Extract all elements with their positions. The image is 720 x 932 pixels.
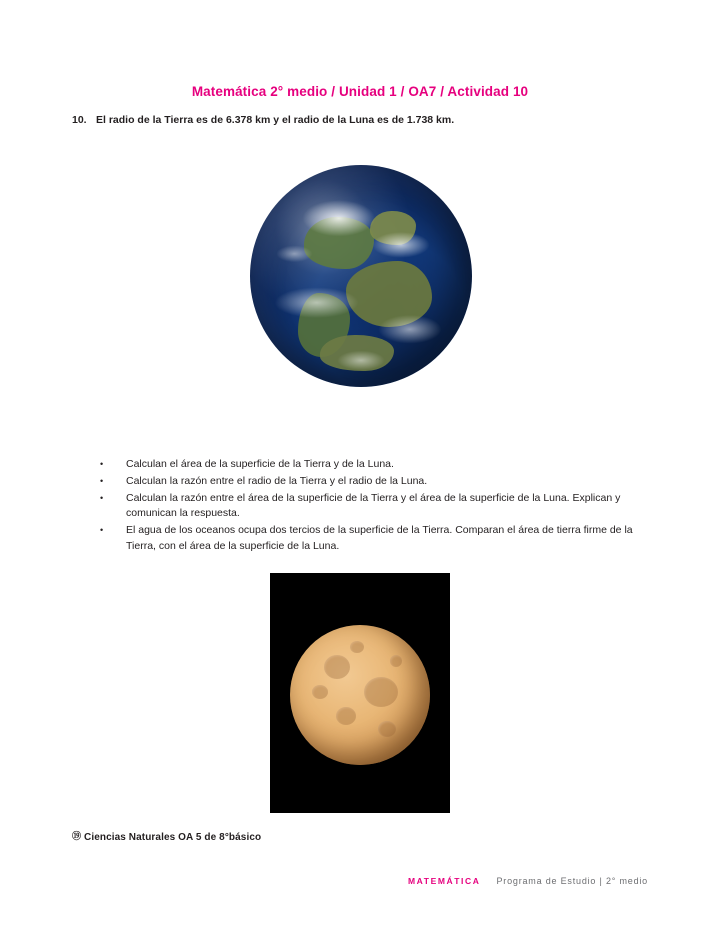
page-title: Matemática 2° medio / Unidad 1 / OA7 / Actividad 10 [191, 84, 529, 99]
earth-landmass [304, 217, 374, 269]
list-item [92, 491, 648, 523]
moon-crater [336, 707, 356, 725]
list-item [92, 457, 648, 473]
moon-crater [378, 721, 396, 737]
moon-photo [270, 573, 450, 813]
list-item-label: Calculan la razón entre el área de la superficie de la Tierra y el área de la superficie de la Luna. Explican y comunican la respuesta. [126, 491, 621, 520]
earth-landmass [370, 211, 416, 245]
exercise-statement [72, 113, 648, 127]
earth-landmass [346, 261, 432, 327]
bullet-icon: • [100, 525, 104, 536]
earth-photo [236, 143, 484, 435]
footer-brand: MATEMÁTICA [407, 876, 481, 886]
bullet-icon: • [100, 459, 104, 470]
moon-image-container [72, 573, 648, 813]
moon-crater [390, 655, 402, 667]
list-item [92, 474, 648, 490]
earth-image-container [72, 143, 648, 435]
bullet-icon: • [100, 492, 104, 503]
footnote-text: Ciencias Naturales OA 5 de 8°básico [84, 831, 262, 843]
list-item [92, 523, 648, 555]
footnote-marker: ⑲ [72, 830, 82, 841]
moon-crater [364, 677, 398, 707]
footer-text: Programa de Estudio | 2° medio [496, 876, 648, 886]
moon-crater [312, 685, 328, 699]
earth-landmass [320, 335, 394, 371]
task-list [72, 457, 648, 555]
list-item-label: El agua de los oceanos ocupa dos tercios de la superficie de la Tierra. Comparan el área de tierra firme de la Tierra, con el área de la superficie de la Luna. [126, 524, 633, 552]
list-item-label: Calculan la razón entre el radio de la Tierra y el radio de la Luna. [126, 474, 428, 487]
moon-disc [290, 625, 430, 765]
earth-globe [250, 165, 472, 387]
exercise-number: 10. [72, 114, 87, 126]
list-item-label: Calculan el área de la superficie de la Tierra y de la Luna. [126, 458, 394, 471]
page-footer [0, 876, 720, 886]
exercise-text: El radio de la Tierra es de 6.378 km y el radio de la Luna es de 1.738 km. [96, 114, 455, 126]
moon-crater [324, 655, 350, 679]
moon-crater [350, 641, 364, 653]
earth-landmass [298, 293, 350, 357]
bullet-icon: • [100, 475, 104, 486]
footnote [72, 829, 648, 843]
